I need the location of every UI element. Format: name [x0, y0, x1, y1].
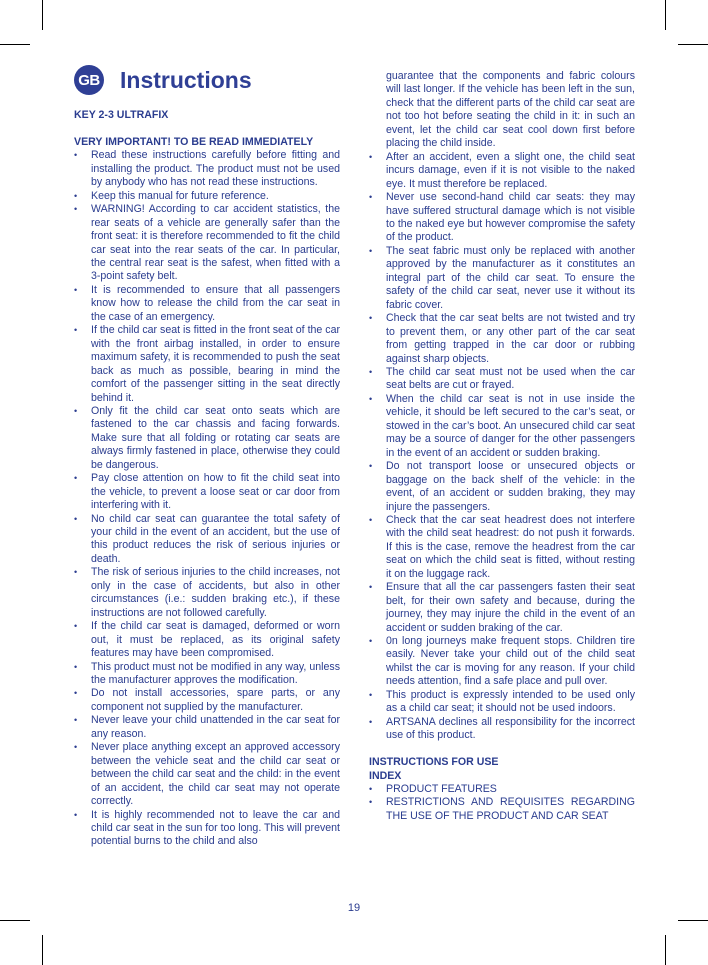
list-item: • It is recommended to ensure that all passengers know how to release the child from the car seat in the case of an emergency. [74, 284, 340, 324]
use-heading: INSTRUCTIONS FOR USE [369, 756, 499, 769]
list-item: • When the child car seat is not in use inside the vehicle, it should be left secured to the car’s seat, or stowed in the car’s boot. An unsecured child car seat may be a source of danger for the other passengers in the event of an accident or sudden braking. [369, 393, 635, 460]
crop-mark [678, 44, 708, 45]
right-column [369, 70, 635, 823]
list-item: • Do not install accessories, spare parts, or any component not supplied by the manufacturer. [74, 687, 340, 714]
list-item: • This product is expressly intended to be used only as a child car seat; it should not be used indoors. [369, 689, 635, 716]
page-title: Instructions [120, 66, 252, 93]
index-item: • RESTRICTIONS AND REQUISITES REGARDING THE USE OF THE PRODUCT AND CAR SEAT [369, 796, 635, 823]
crop-mark [665, 935, 666, 965]
crop-mark [0, 44, 30, 45]
continuation-text: guarantee that the components and fabric colours will last longer. If the vehicle has been left in the sun, check that the different parts of the child car seat are not too hot before seating the child in it: in such an event, let the child car seat cool down first before placing the child inside. [386, 70, 635, 150]
important-heading: VERY IMPORTANT! TO BE READ IMMEDIATELY [74, 135, 314, 148]
list-item: • The child car seat must not be used when the car seat belts are cut or frayed. [369, 366, 635, 393]
index-item: • PRODUCT FEATURES [369, 783, 635, 796]
list-item: • WARNING! According to car accident statistics, the rear seats of a vehicle are generally safer than the front seat: it is therefore recommended to fit the child car seat into the rear seats of the car. In particular, the central rear seat is the safest, when fitted with a 3-point safety belt. [74, 203, 340, 284]
list-item: • Never use second-hand child car seats: they may have suffered structural damage which is not visible to the naked eye but however compromise the safety of the product. [369, 191, 635, 245]
list-item: • ARTSANA declines all responsibility for the incorrect use of this product. [369, 716, 635, 743]
list-item: • This product must not be modified in any way, unless the manufacturer approves the modification. [74, 661, 340, 688]
list-item: • Do not transport loose or unsecured objects or baggage on the back shelf of the vehicle: in the event, of an accident or sudden braking, they may injure the passengers. [369, 460, 635, 514]
index-heading: INDEX [369, 769, 402, 782]
list-item: • The seat fabric must only be replaced with another approved by the manufacturer as it constitutes an integral part of the child car seat. To ensure the safety of the child car seat, never use it without its fabric cover. [369, 245, 635, 312]
list-item: • After an accident, even a slight one, the child seat incurs damage, even if it is not visible to the naked eye. It must therefore be replaced. [369, 151, 635, 191]
list-item: • Check that the car seat headrest does not interfere with the child seat headrest: do not push it forwards. If this is the case, remove the headrest from the car seat on which the child seat is fitted, without resting it on the luggage rack. [369, 514, 635, 581]
list-item: • Check that the car seat belts are not twisted and try to prevent them, or any other part of the car seat from getting trapped in the car door or rubbing against sharp objects. [369, 312, 635, 366]
list-item: • Only fit the child car seat onto seats which are fastened to the car chassis and facing forwards. Make sure that all folding or rotating car seats are always firmly fastened in place, otherwise they could be dangerous. [74, 405, 340, 472]
crop-mark [678, 920, 708, 921]
list-item: • Never place anything except an approved accessory between the vehicle seat and the child car seat or between the child car seat and the child: in the event of an accident, the child car seat may not operate correctly. [74, 741, 340, 808]
index-list [369, 783, 635, 823]
crop-mark [0, 920, 30, 921]
warning-list [74, 149, 340, 849]
list-item: • No child car seat can guarantee the total safety of your child in the event of an accident, but the use of this product reduces the risk of serious injuries or death. [74, 513, 340, 567]
crop-mark [42, 935, 43, 965]
page-header [74, 65, 252, 95]
crop-mark [42, 0, 43, 30]
crop-mark [665, 0, 666, 30]
list-item: • Read these instructions carefully before fitting and installing the product. The product must not be used by anybody who has not read these instructions. [74, 149, 340, 189]
list-item: • The risk of serious injuries to the child increases, not only in the case of accidents, but also in other circumstances (i.e.: sudden braking etc.), if these instructions are not followed carefully. [74, 566, 340, 620]
list-item: • Never leave your child unattended in the car seat for any reason. [74, 714, 340, 741]
language-badge: GB [74, 65, 104, 95]
page-number: 19 [347, 902, 361, 914]
list-item: • Pay close attention on how to fit the child seat into the vehicle, to prevent a loose seat or car door from interfering with it. [74, 472, 340, 512]
warning-list-continued [369, 151, 635, 743]
list-item: • If the child car seat is fitted in the front seat of the car with the front airbag installed, in order to ensure maximum safety, it is recommended to push the seat back as much as possible, bearing in mind the comfort of the passenger sitting in the seat directly behind it. [74, 324, 340, 405]
list-item: • It is highly recommended not to leave the car and child car seat in the sun for too long. This will prevent potential burns to the child and also [74, 809, 340, 849]
key-heading: KEY 2-3 ULTRAFIX [74, 109, 169, 121]
left-column [74, 109, 340, 849]
list-item: • 0n long journeys make frequent stops. Children tire easily. Never take your child out of the child seat whilst the car is moving for any reason. If your child needs attention, find a safe place and pull over. [369, 635, 635, 689]
list-item: • Keep this manual for future reference. [74, 190, 340, 203]
list-item: • If the child car seat is damaged, deformed or worn out, it must be replaced, as its original safety features may have been compromised. [74, 620, 340, 660]
list-item: • Ensure that all the car passengers fasten their seat belt, for their own safety and because, during the journey, they may injure the child in the event of an accident or sudden braking of the car. [369, 581, 635, 635]
